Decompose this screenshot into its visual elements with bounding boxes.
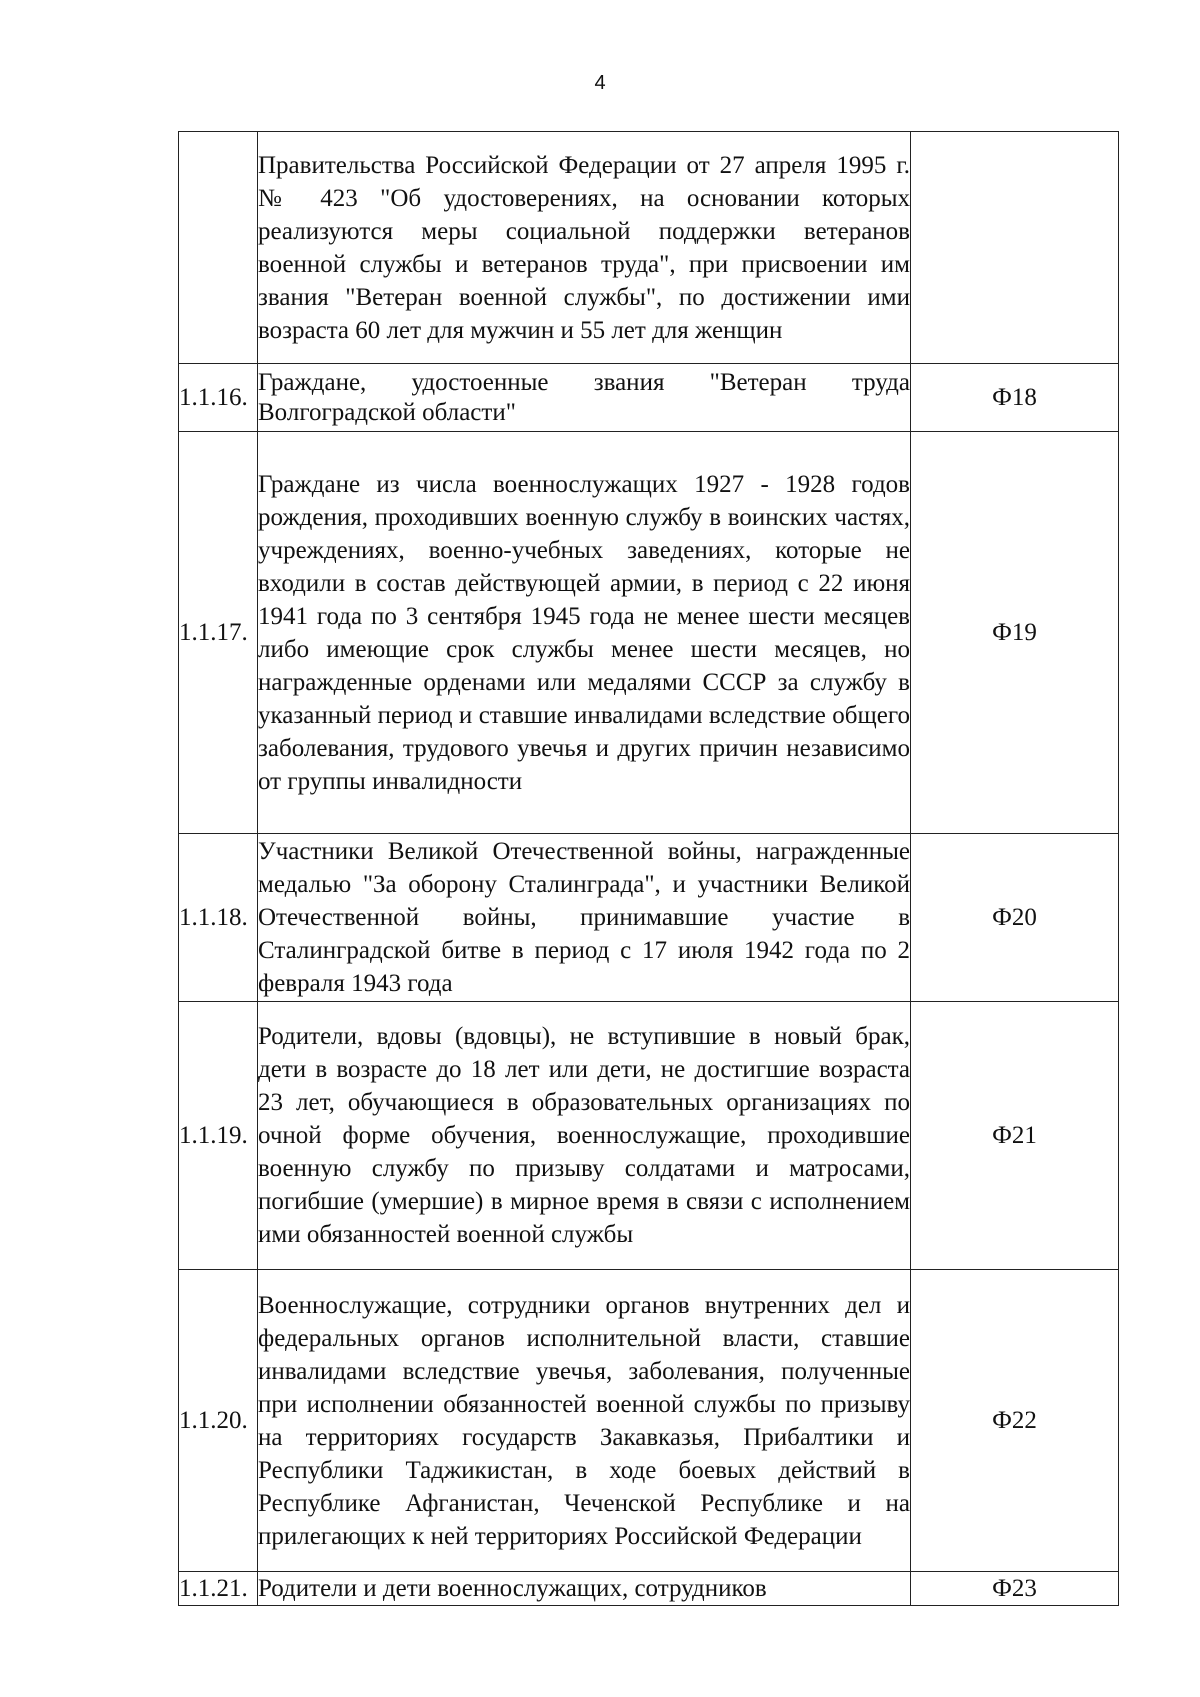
row-code	[911, 132, 1119, 364]
row-description: Участники Великой Отечественной войны, награжденные медалью "За оборону Сталинграда", и участники Великой Отечественной войны, принимавшие участие в Сталинградской битве в период с 17 июля 1942 года по 2 февраля 1943 года	[258, 834, 911, 1002]
table-row	[179, 432, 1119, 834]
row-code: Ф23	[911, 1572, 1119, 1606]
row-number: 1.1.16.	[179, 364, 258, 432]
row-number: 1.1.19.	[179, 1002, 258, 1270]
row-code: Ф19	[911, 432, 1119, 834]
table-row	[179, 364, 1119, 432]
row-number: 1.1.20.	[179, 1270, 258, 1572]
row-description: Военнослужащие, сотрудники органов внутренних дел и федеральных органов исполнительной власти, ставшие инвалидами вследствие увечья, заболевания, полученные при исполнении обязанностей военной службы по призыву на территориях государств Закавказья, Прибалтики и Республики Таджикистан, в ходе боевых действий в Республике Афганистан, Чеченской Республике и на прилегающих к ней территориях Российской Федерации	[258, 1270, 911, 1572]
table-row	[179, 1270, 1119, 1572]
row-description: Граждане из числа военнослужащих 1927 - 1928 годов рождения, проходивших военную службу в воинских частях, учреждениях, военно-учебных заведениях, которые не входили в состав действующей армии, в период с 22 июня 1941 года по 3 сентября 1945 года не менее шести месяцев либо имеющие срок службы менее шести месяцев, но награжденные орденами или медалями СССР за службу в указанный период и ставшие инвалидами вследствие общего заболевания, трудового увечья и других причин независимо от группы инвалидности	[258, 432, 911, 834]
row-code: Ф20	[911, 834, 1119, 1002]
benefits-table	[178, 131, 1119, 1606]
row-description: Родители, вдовы (вдовцы), не вступившие в новый брак, дети в возрасте до 18 лет или дети, не достигшие возраста 23 лет, обучающиеся в образовательных организациях по очной форме обучения, военнослужащие, проходившие военную службу по призыву солдатами и матросами, погибшие (умершие) в мирное время в связи с исполнением ими обязанностей военной службы	[258, 1002, 911, 1270]
row-code: Ф21	[911, 1002, 1119, 1270]
row-code: Ф22	[911, 1270, 1119, 1572]
table-row	[179, 1002, 1119, 1270]
row-number	[179, 132, 258, 364]
row-description: Правительства Российской Федерации от 27 апреля 1995 г. № 423 "Об удостоверениях, на основании которых реализуются меры социальной поддержки ветеранов военной службы и ветеранов труда", при присвоении им звания "Ветеран военной службы", по достижении ими возраста 60 лет для мужчин и 55 лет для женщин	[258, 132, 911, 364]
page-number: 4	[594, 72, 606, 94]
table-row	[179, 1572, 1119, 1606]
row-code: Ф18	[911, 364, 1119, 432]
row-description: Родители и дети военнослужащих, сотрудников	[258, 1572, 911, 1606]
row-number: 1.1.21.	[179, 1572, 258, 1606]
table-row	[179, 132, 1119, 364]
row-description: Граждане, удостоенные звания "Ветеран труда Волгоградской области"	[258, 364, 911, 432]
row-number: 1.1.18.	[179, 834, 258, 1002]
table-row	[179, 834, 1119, 1002]
row-number: 1.1.17.	[179, 432, 258, 834]
